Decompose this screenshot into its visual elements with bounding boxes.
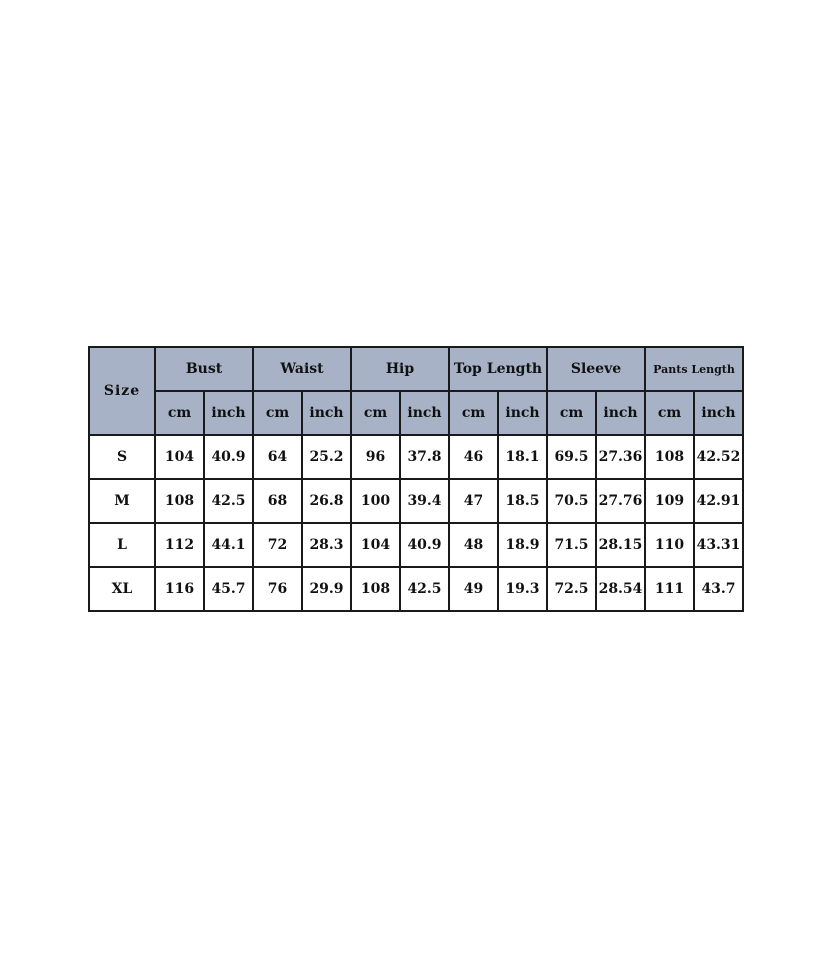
table-cell: 40.9 [400,523,449,567]
table-cell: 71.5 [547,523,596,567]
table-cell: 29.9 [302,567,351,611]
table-cell: 108 [155,479,204,523]
table-cell: 104 [155,435,204,479]
table-row [89,567,743,611]
table-cell: 18.9 [498,523,547,567]
size-cell: M [89,479,155,523]
table-cell: 40.9 [204,435,253,479]
table-cell: 68 [253,479,302,523]
top-length-header: Top Length [449,347,547,391]
pants-length-header: Pants Length [645,347,743,391]
pants-length-inch-header: inch [694,391,743,435]
table-cell: 100 [351,479,400,523]
measurement-header-row [89,347,743,391]
table-cell: 76 [253,567,302,611]
table-cell: 28.3 [302,523,351,567]
bust-inch-header: inch [204,391,253,435]
table-cell: 39.4 [400,479,449,523]
table-row [89,435,743,479]
sleeve-inch-header: inch [596,391,645,435]
table-row [89,523,743,567]
table-cell: 18.5 [498,479,547,523]
table-cell: 108 [645,435,694,479]
hip-cm-header: cm [351,391,400,435]
table-cell: 72 [253,523,302,567]
hip-header: Hip [351,347,449,391]
table-cell: 72.5 [547,567,596,611]
table-cell: 42.5 [204,479,253,523]
size-chart-table [88,346,744,612]
table-cell: 108 [351,567,400,611]
size-cell: XL [89,567,155,611]
table-cell: 49 [449,567,498,611]
sleeve-header: Sleeve [547,347,645,391]
hip-inch-header: inch [400,391,449,435]
table-cell: 28.54 [596,567,645,611]
table-cell: 42.5 [400,567,449,611]
table-cell: 112 [155,523,204,567]
table-cell: 116 [155,567,204,611]
table-cell: 64 [253,435,302,479]
table-cell: 96 [351,435,400,479]
table-cell: 70.5 [547,479,596,523]
table-cell: 19.3 [498,567,547,611]
unit-header-row [89,391,743,435]
sleeve-cm-header: cm [547,391,596,435]
waist-inch-header: inch [302,391,351,435]
size-cell: L [89,523,155,567]
table-cell: 37.8 [400,435,449,479]
table-cell: 44.1 [204,523,253,567]
size-cell: S [89,435,155,479]
table-cell: 111 [645,567,694,611]
table-cell: 27.76 [596,479,645,523]
table-cell: 42.91 [694,479,743,523]
table-cell: 45.7 [204,567,253,611]
table-cell: 28.15 [596,523,645,567]
bust-header: Bust [155,347,253,391]
size-column-header: Size [89,347,155,435]
table-cell: 43.7 [694,567,743,611]
top-length-inch-header: inch [498,391,547,435]
table-cell: 27.36 [596,435,645,479]
waist-header: Waist [253,347,351,391]
table-cell: 46 [449,435,498,479]
table-cell: 69.5 [547,435,596,479]
waist-cm-header: cm [253,391,302,435]
table-cell: 47 [449,479,498,523]
top-length-cm-header: cm [449,391,498,435]
table-cell: 109 [645,479,694,523]
table-cell: 48 [449,523,498,567]
bust-cm-header: cm [155,391,204,435]
table-cell: 25.2 [302,435,351,479]
table-row [89,479,743,523]
table-cell: 26.8 [302,479,351,523]
pants-length-cm-header: cm [645,391,694,435]
table-cell: 110 [645,523,694,567]
table-cell: 104 [351,523,400,567]
table-cell: 18.1 [498,435,547,479]
table-cell: 42.52 [694,435,743,479]
table-cell: 43.31 [694,523,743,567]
